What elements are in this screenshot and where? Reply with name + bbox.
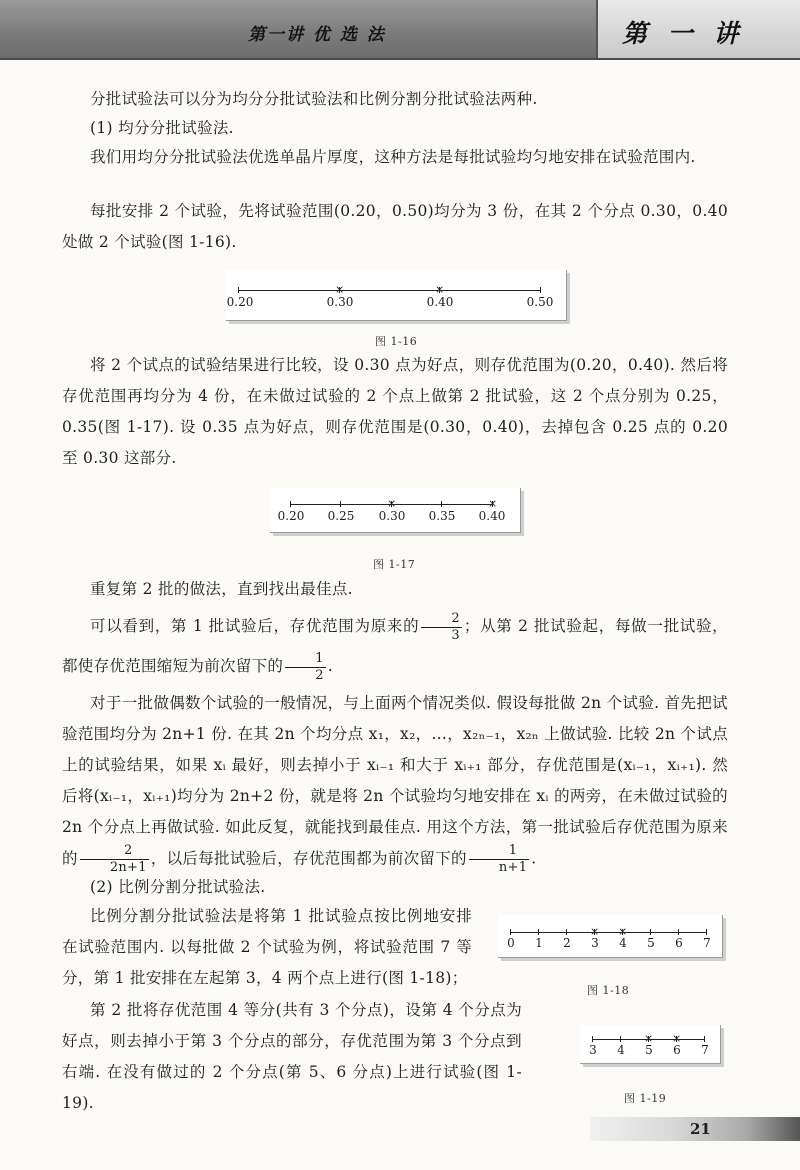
paragraph-general-case — [62, 688, 728, 876]
tick-mark — [538, 929, 539, 935]
tick-label: 5 — [645, 1043, 653, 1057]
paragraph-text: ；从第 2 批试验起，每做一批试验，都使存优范围缩短为前次留下的 — [62, 617, 728, 675]
paragraph-text: . — [327, 657, 334, 675]
tick-label: 7 — [701, 1043, 709, 1057]
fraction-numerator: 1 — [469, 843, 529, 860]
fraction-denominator: 2n+1 — [109, 860, 147, 875]
number-line — [238, 290, 540, 291]
tick-label: 0.20 — [226, 295, 254, 309]
page-number: 21 — [690, 1120, 711, 1138]
tick-mark — [620, 1036, 621, 1042]
tick-mark — [592, 1036, 593, 1042]
lecture-label: 第 一 讲 — [622, 19, 745, 48]
tick-label: 3 — [589, 1043, 597, 1057]
trial-point-marker: × — [435, 283, 445, 296]
chapter-header-bar — [0, 0, 800, 60]
lecture-box — [596, 0, 800, 58]
trial-point-marker: × — [335, 283, 345, 296]
tick-label: 6 — [673, 1043, 681, 1057]
number-line — [510, 932, 706, 933]
tick-label: 4 — [617, 1043, 625, 1057]
paragraph-text: . — [531, 849, 537, 868]
tick-label: 3 — [591, 936, 599, 950]
trial-point-marker: × — [488, 497, 498, 510]
paragraph-repeat: 重复第 2 批的做法，直到找出最佳点. — [90, 580, 353, 598]
tick-label: 5 — [647, 936, 655, 950]
tick-label: 0 — [507, 936, 515, 950]
paragraph-section-2-heading: (2) 比例分割分批试验法. — [90, 878, 266, 896]
tick-label: 1 — [535, 936, 543, 950]
tick-mark — [510, 929, 511, 935]
figure-caption: 图 1-19 — [624, 1092, 667, 1105]
paragraph-intro: 分批试验法可以分为均分分批试验法和比例分割分批试验法两种. — [90, 90, 538, 108]
tick-label: 0.35 — [428, 509, 456, 523]
figure-caption: 图 1-18 — [587, 984, 630, 997]
trial-point-marker: × — [618, 925, 628, 938]
figure-caption: 图 1-17 — [373, 558, 416, 571]
fraction-denominator: 2 — [315, 667, 324, 683]
paragraph-method-1: 我们用均分分批试验法优选单晶片厚度，这种方法是每批试验均匀地安排在试验范围内. — [90, 148, 696, 166]
chapter-title: 第一讲 优 选 法 — [248, 25, 386, 45]
paragraph-range-shrink — [62, 606, 728, 686]
tick-mark — [441, 501, 442, 507]
trial-point-marker: × — [644, 1032, 654, 1045]
tick-label: 2 — [563, 936, 571, 950]
tick-mark — [650, 929, 651, 935]
paragraph-batch-2: 将 2 个试点的试验结果进行比较，设 0.30 点为好点，则存优范围为(0.20，0.40). 然后将存优范围再均分为 4 份，在未做过试验的 2 个点上做第 2 批试验，这 2 个点分别为 0.25，0.35(图 1-17). 设 0.35 点为好点，则存优范围是(0.30，0.40)，去掉包含 0.25 点的 0.20 至 0.30 这部分. — [62, 356, 728, 467]
figure-1-16 — [226, 270, 567, 321]
trial-point-marker: × — [672, 1032, 682, 1045]
paragraph-text: ，以后每批试验后，存优范围都为前次留下的 — [150, 849, 467, 868]
fraction-numerator: 2 — [80, 843, 149, 860]
paragraph-text: 可以看到，第 1 批试验后，存优范围为原来的 — [90, 617, 420, 635]
tick-label: 0.50 — [526, 295, 554, 309]
tick-mark — [566, 929, 567, 935]
paragraph-second-batch: 第 2 批将存优范围 4 等分(共有 3 个分点)，设第 4 个分点为好点，则去掉小于第 3 个分点的部分，存优范围为第 3 个分点到右端. 在没有做过的 2 个分点(第 5、6 分点)上进行试验(图 1-19). — [62, 1001, 522, 1112]
tick-label: 0.30 — [378, 509, 406, 523]
paragraph-text: 对于一批做偶数个试验的一般情况，与上面两个情况类似. 假设每批做 2n 个试验. 首先把试验范围均分为 2n+1 份. 在其 2n 个均分点 x₁，x₂，…，x₂ₙ₋₁，x₂ₙ 上做试验. 比较 2n 个试点上的试验结果，如果 xᵢ 最好，则去掉小于 xᵢ₋₁ 和大于 xᵢ₊₁ 部分，存优范围是(xᵢ₋₁，xᵢ₊₁). 然后将(xᵢ₋₁，xᵢ₊₁)均分为 2n+2 份，就是将 2n 个试验均匀地安排在 xᵢ 的两旁，在未做过试验的 2n 个分点上再做试验. 如此反复，就能找到最佳点. 用这个方法，第一批试验后存优范围为原来的 — [62, 694, 728, 868]
fraction-one-half — [285, 651, 326, 684]
tick-label: 0.20 — [277, 509, 305, 523]
tick-label: 0.40 — [478, 509, 506, 523]
paragraph-section-1-heading: (1) 均分分批试验法. — [90, 119, 234, 137]
trial-point-marker: × — [387, 497, 397, 510]
fraction-numerator: 1 — [285, 651, 326, 668]
tick-label: 7 — [703, 936, 711, 950]
tick-label: 4 — [619, 936, 627, 950]
paragraph-batch-1: 每批安排 2 个试验，先将试验范围(0.20，0.50)均分为 3 份，在其 2 个分点 0.30，0.40 处做 2 个试验(图 1-16). — [62, 202, 728, 251]
figure-1-17 — [270, 488, 521, 533]
tick-label: 0.30 — [326, 295, 354, 309]
tick-mark — [706, 929, 707, 935]
figure-1-18 — [498, 915, 723, 958]
tick-mark — [238, 287, 239, 293]
tick-mark — [340, 501, 341, 507]
trial-point-marker: × — [590, 925, 600, 938]
fraction-denominator: 3 — [451, 627, 460, 643]
tick-label: 0.40 — [426, 295, 454, 309]
fraction-two-thirds — [421, 611, 462, 644]
figure-caption: 图 1-16 — [375, 335, 418, 348]
tick-mark — [540, 287, 541, 293]
fraction-denominator: n+1 — [498, 860, 528, 875]
tick-label: 0.25 — [327, 509, 355, 523]
paragraph-proportional: 比例分割分批试验法是将第 1 批试验点按比例地安排在试验范围内. 以每批做 2 个试验为例，将试验范围 7 等分，第 1 批安排在左起第 3，4 两个点上进行(图 1-18)； — [62, 907, 472, 987]
figure-1-19 — [580, 1025, 721, 1064]
fraction-numerator: 2 — [421, 611, 462, 628]
tick-mark — [704, 1036, 705, 1042]
tick-mark — [678, 929, 679, 935]
tick-mark — [290, 501, 291, 507]
tick-label: 6 — [675, 936, 683, 950]
